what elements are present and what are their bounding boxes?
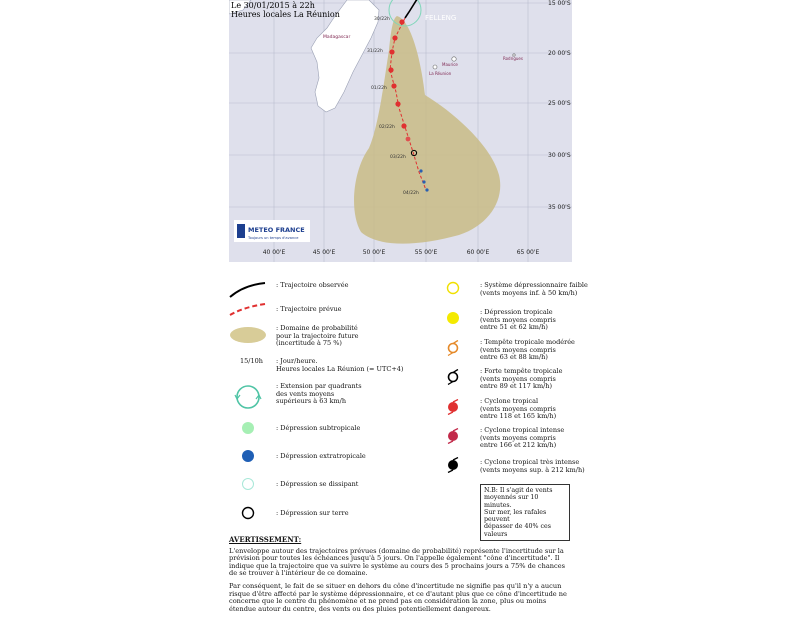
extratropical-depression-icon	[241, 449, 255, 463]
map-timezone: Heures locales La Réunion	[231, 10, 340, 19]
lat-label: 15 00'S	[548, 0, 571, 7]
intense-cyclone-icon	[446, 428, 460, 444]
lon-label: 60 00'E	[466, 249, 490, 256]
time-label: 03/22h	[390, 155, 406, 160]
place-rodrigues: Rodrigues	[503, 56, 523, 61]
wind-note-box: N.B: Il s'agit de vents moyennés sur 10 minutes. Sur mer, les rafales peuvent dépasser de 40% ces valeurs	[480, 484, 570, 541]
legend-subtropical: : Dépression subtropicale	[276, 424, 361, 432]
day-hour-sample: 15/10h	[240, 357, 263, 365]
storm-name: FELLENG	[425, 14, 457, 22]
reunion-island	[433, 65, 437, 69]
lat-label: 30 00'S	[548, 152, 571, 159]
position-marker	[395, 101, 400, 106]
legend-moderate-storm: : Tempête tropicale modérée (vents moyens compris entre 63 et 88 km/h)	[480, 338, 575, 361]
position-marker	[401, 123, 406, 128]
logo-subtitle: Toujours un temps d'avance	[248, 236, 299, 240]
lat-label: 25 00'S	[548, 100, 571, 107]
dissipating-depression-icon	[241, 477, 255, 491]
legend-forecast-track: : Trajectoire prévue	[276, 305, 342, 313]
warning-title: AVERTISSEMENT:	[229, 535, 302, 544]
tropical-depression-icon	[446, 311, 460, 325]
legend-weak-system: : Système dépressionnaire faible (vents moyens inf. à 50 km/h)	[480, 281, 588, 297]
position-marker	[392, 35, 397, 40]
position-marker	[391, 83, 396, 88]
legend-probability-domain: : Domaine de probabilité pour la trajectoire future (incertitude à 75 %)	[276, 324, 359, 347]
legend-severe-storm: : Forte tempête tropicale (vents moyens compris entre 89 et 117 km/h)	[480, 367, 563, 390]
logo-title: METEO FRANCE	[248, 226, 305, 234]
time-label: 04/22h	[403, 191, 419, 196]
place-maurice: Maurice	[442, 62, 458, 67]
legend-observed-track: : Trajectoire observée	[276, 281, 349, 289]
time-label: 02/22h	[379, 125, 395, 130]
time-label: 30/22h	[374, 17, 390, 22]
lat-label: 20 00'S	[548, 50, 571, 57]
very-intense-cyclone-icon	[446, 457, 460, 473]
warning-paragraph: L'enveloppe autour des trajectoires prévues (domaine de probabilité) représente l'incertitude sur la prévision pour toutes les échéances jusqu'à 5 jours. On l'appelle également "cône d'incertitude". Il indique que la trajectoire que va suivre le système au cours des 5 prochains jours a 75% de chances de se trouver à l'intérieur de ce domaine.	[229, 546, 565, 578]
legend-extratropical: : Dépression extratropicale	[276, 452, 366, 460]
position-marker	[388, 67, 393, 72]
subtropical-depression-icon	[241, 421, 255, 435]
moderate-storm-icon	[446, 340, 460, 356]
map-date: Le 30/01/2015 à 22h	[231, 1, 315, 10]
place-reunion: La Réunion	[429, 71, 452, 76]
legend-intense-cyclone: : Cyclone tropical intense (vents moyens compris entre 166 et 212 km/h)	[480, 426, 565, 449]
weak-system-icon	[446, 281, 460, 295]
wind-extension-icon	[233, 383, 263, 411]
legend-wind-extension: : Extension par quadrants des vents moyens supérieurs à 63 km/h	[276, 382, 362, 405]
legend-tropical-cyclone: : Cyclone tropical (vents moyens compris entre 118 et 165 km/h)	[480, 397, 557, 420]
warning-paragraph: Par conséquent, le fait de se situer en dehors du cône d'incertitude ne signifie pas qu'il n'y a aucun risque d'être affecté par le système dépressionnaire, et ce d'autant plus que ce cône d'incertitude ne concerne que le centre du phénomène et ne prend pas en considération la zone, plus ou moins étendue autour du centre, des vents ou des pluies potentiellement dangereux.	[229, 581, 567, 613]
time-label: 31/22h	[367, 49, 383, 54]
probability-domain-icon	[228, 326, 268, 344]
lon-label: 50 00'E	[362, 249, 386, 256]
lon-label: 65 00'E	[516, 249, 540, 256]
land-depression-icon	[241, 506, 255, 520]
place-madagascar: Madagascar	[323, 35, 351, 40]
warning-section	[229, 536, 574, 618]
lon-label: 45 00'E	[312, 249, 336, 256]
severe-storm-icon	[446, 369, 460, 385]
tropical-cyclone-icon	[446, 399, 460, 415]
legend-dissipating: : Dépression se dissipant	[276, 480, 359, 488]
lat-label: 35 00'S	[548, 204, 571, 211]
position-marker	[406, 137, 411, 142]
legend-very-intense-cyclone: : Cyclone tropical très intense (vents moyens sup. à 212 km/h)	[480, 458, 585, 474]
maurice-island	[452, 57, 456, 61]
legend-day-hour: : Jour/heure. Heures locales La Réunion (= UTC+4)	[276, 357, 404, 373]
forecast-track-icon	[228, 302, 268, 318]
time-label: 01/22h	[371, 86, 387, 91]
lon-label: 55 00'E	[414, 249, 438, 256]
observed-track-icon	[228, 280, 268, 300]
meteo-france-logo	[234, 220, 310, 242]
position-marker	[419, 169, 422, 172]
position-marker	[399, 19, 404, 24]
position-marker	[389, 49, 394, 54]
legend-land: : Dépression sur terre	[276, 509, 349, 517]
position-marker	[422, 180, 425, 183]
position-marker	[425, 188, 428, 191]
legend-tropical-depression: : Dépression tropicale (vents moyens compris entre 51 et 62 km/h)	[480, 308, 556, 331]
cyclone-track-map	[229, 0, 572, 262]
lon-label: 40 00'E	[262, 249, 286, 256]
